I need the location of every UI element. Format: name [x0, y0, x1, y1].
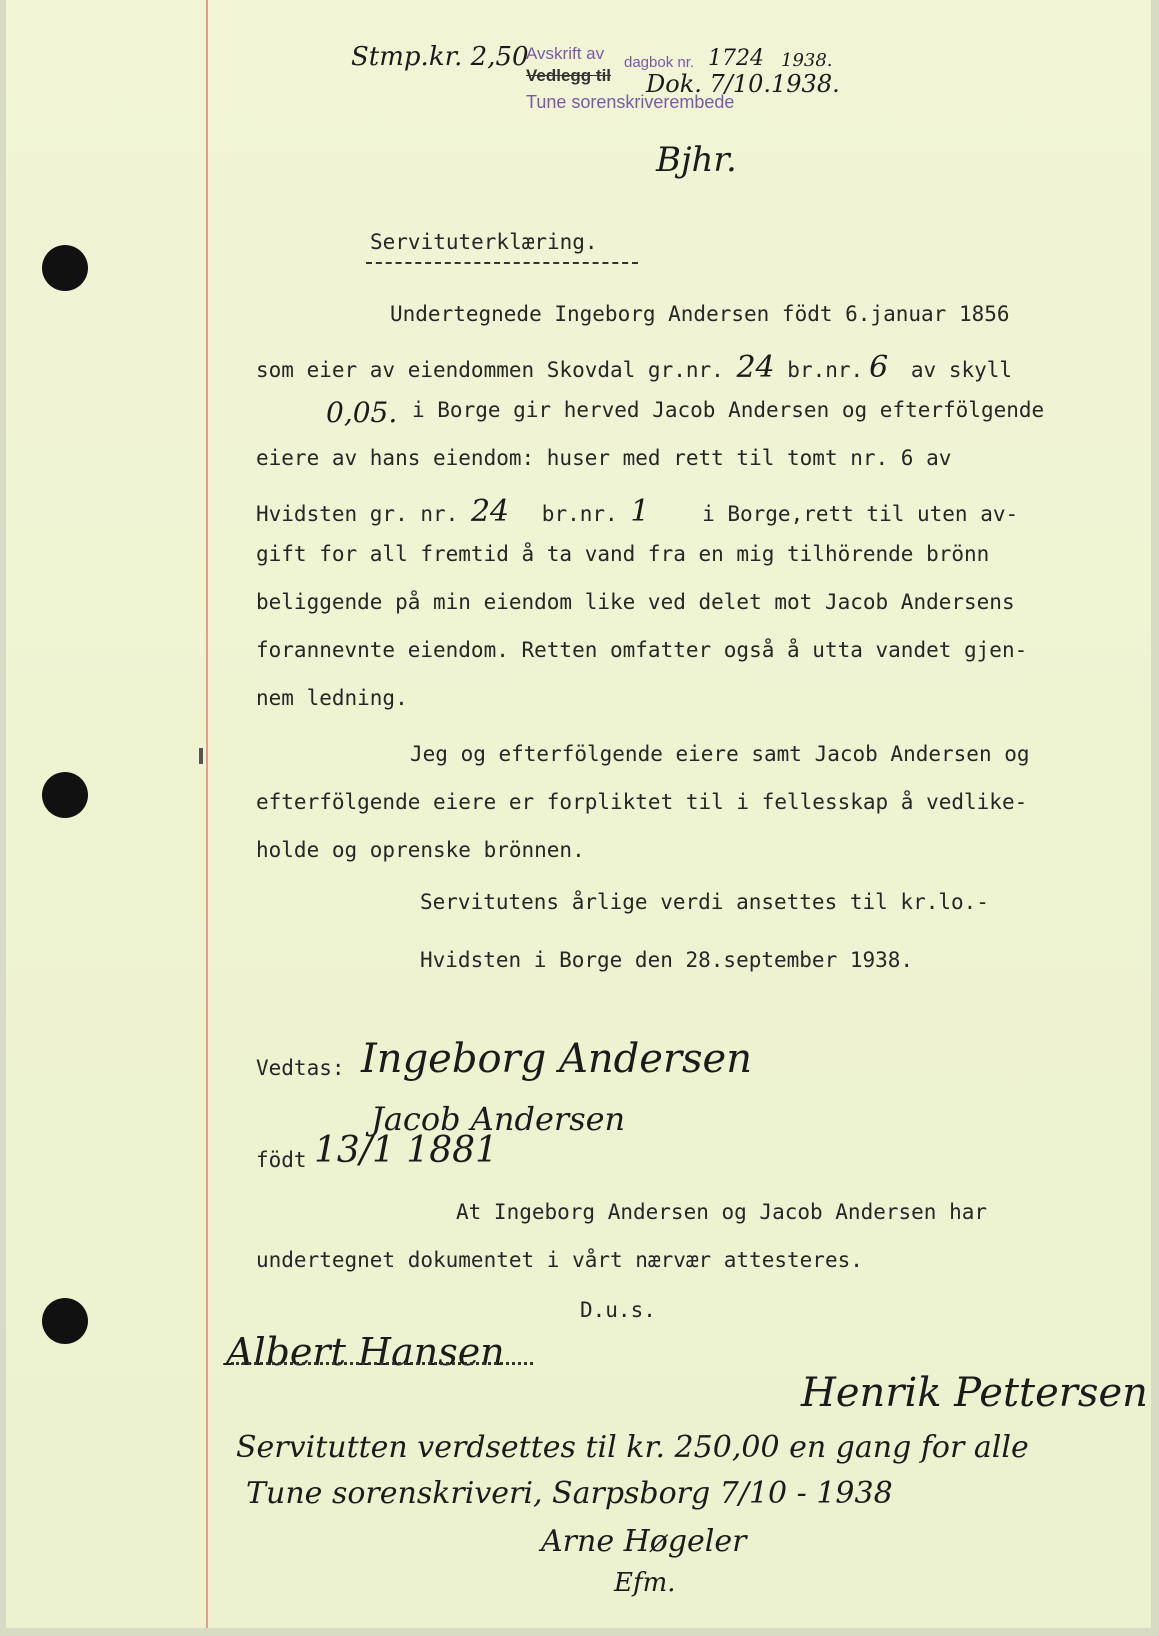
p1-line8: forannevnte eiendom. Retten omfatter også å utta vandet gjen-	[256, 638, 1028, 662]
p2-line3: holde og oprenske brönnen.	[256, 838, 585, 862]
dus-label: D.u.s.	[580, 1298, 656, 1322]
hvidsten-br-nr: 1	[630, 494, 650, 529]
fodt-value: 13/1 1881	[314, 1130, 498, 1171]
title-underline	[366, 262, 638, 264]
p1-line4: eiere av hans eiendom: huser med rett til tomt nr. 6 av	[256, 446, 952, 470]
footer-signer-title: Efm.	[614, 1568, 676, 1598]
stamp-line1: Avskrift av	[526, 44, 605, 63]
p1-line2	[256, 350, 1012, 385]
handwritten-fee: Stmp.kr. 2,50	[351, 42, 529, 72]
skyld-value: 0,05.	[326, 396, 398, 429]
p2-line1: Jeg og efterfölgende eiere samt Jacob Andersen og	[410, 742, 1030, 766]
p1-line5	[256, 494, 1018, 529]
place-date: Hvidsten i Borge den 28.september 1938.	[420, 948, 914, 972]
witness-dotted-line	[231, 1362, 533, 1365]
vedtas-label: Vedtas:	[256, 1056, 345, 1080]
document-page	[6, 0, 1151, 1628]
p1-line1: Undertegnede Ingeborg Andersen födt 6.januar 1856	[390, 302, 1010, 326]
p2-line2: efterfölgende eiere er forpliktet til i fellesskap å vedlike-	[256, 790, 1028, 814]
p1-line9: nem ledning.	[256, 686, 408, 710]
p1-line6: gift for all fremtid å ta vand fra en mig tilhörende brönn	[256, 542, 990, 566]
hvidsten-tail: i Borge,rett til uten av-	[702, 502, 1019, 526]
footer-note-line2: Tune sorenskriveri, Sarpsborg 7/10 - 1938	[246, 1476, 893, 1511]
p1-line3: i Borge gir herved Jacob Andersen og efterfölgende	[412, 398, 1045, 422]
hvidsten-gr-nr: 24	[470, 494, 510, 529]
attest-line2: undertegnet dokumentet i vårt nærvær attesteres.	[256, 1248, 863, 1272]
stamp-year: 1938.	[781, 50, 833, 71]
p1-line5-text: Hvidsten gr. nr.	[256, 502, 459, 526]
binder-hole-bottom	[42, 1298, 88, 1344]
signature-jacob: Jacob Andersen	[371, 1100, 626, 1138]
stamp-office: Tune sorenskriverembede	[526, 92, 735, 112]
av-skyll: av skyll	[910, 358, 1013, 382]
attest-line1: At Ingeborg Andersen og Jacob Andersen har	[456, 1200, 988, 1224]
document-title: Servituterklæring.	[370, 230, 598, 254]
skovdal-gr-nr: 24	[736, 350, 775, 385]
fodt-label: födt	[256, 1148, 307, 1172]
footer-signer: Arne Høgeler	[541, 1524, 747, 1559]
witness1-signature: Albert Hansen	[226, 1330, 505, 1374]
stamp-line2-struck: Vedlegg til	[526, 66, 612, 85]
p1-line7: beliggende på min eiendom like ved delet mot Jacob Andersens	[256, 590, 1015, 614]
binder-hole-top	[42, 245, 88, 291]
margin-tick	[199, 748, 203, 764]
binder-hole-middle	[42, 772, 88, 818]
value-line: Servitutens årlige verdi ansettes til kr.lo.-	[420, 890, 989, 914]
handwritten-initials: Bjhr.	[656, 140, 737, 180]
p1-line2-text: som eier av eiendommen Skovdal gr.nr.	[256, 358, 724, 382]
signature-ingeborg: Ingeborg Andersen	[361, 1036, 752, 1082]
br-nr-label-1: br.nr.	[787, 358, 864, 382]
footer-note-line1: Servitutten verdsettes til kr. 250,00 en gang for alle	[236, 1430, 1029, 1465]
margin-line	[206, 0, 208, 1628]
stamp-dagbok-label: dagbok nr.	[624, 54, 695, 71]
stamp-date: Dok. 7/10.1938.	[646, 70, 840, 98]
br-nr-label-2: br.nr.	[541, 502, 618, 526]
stamp-dagbok-number: 1724	[708, 46, 764, 71]
witness2-signature: Henrik Pettersen	[801, 1370, 1148, 1416]
skovdal-br-nr: 6	[869, 350, 889, 385]
